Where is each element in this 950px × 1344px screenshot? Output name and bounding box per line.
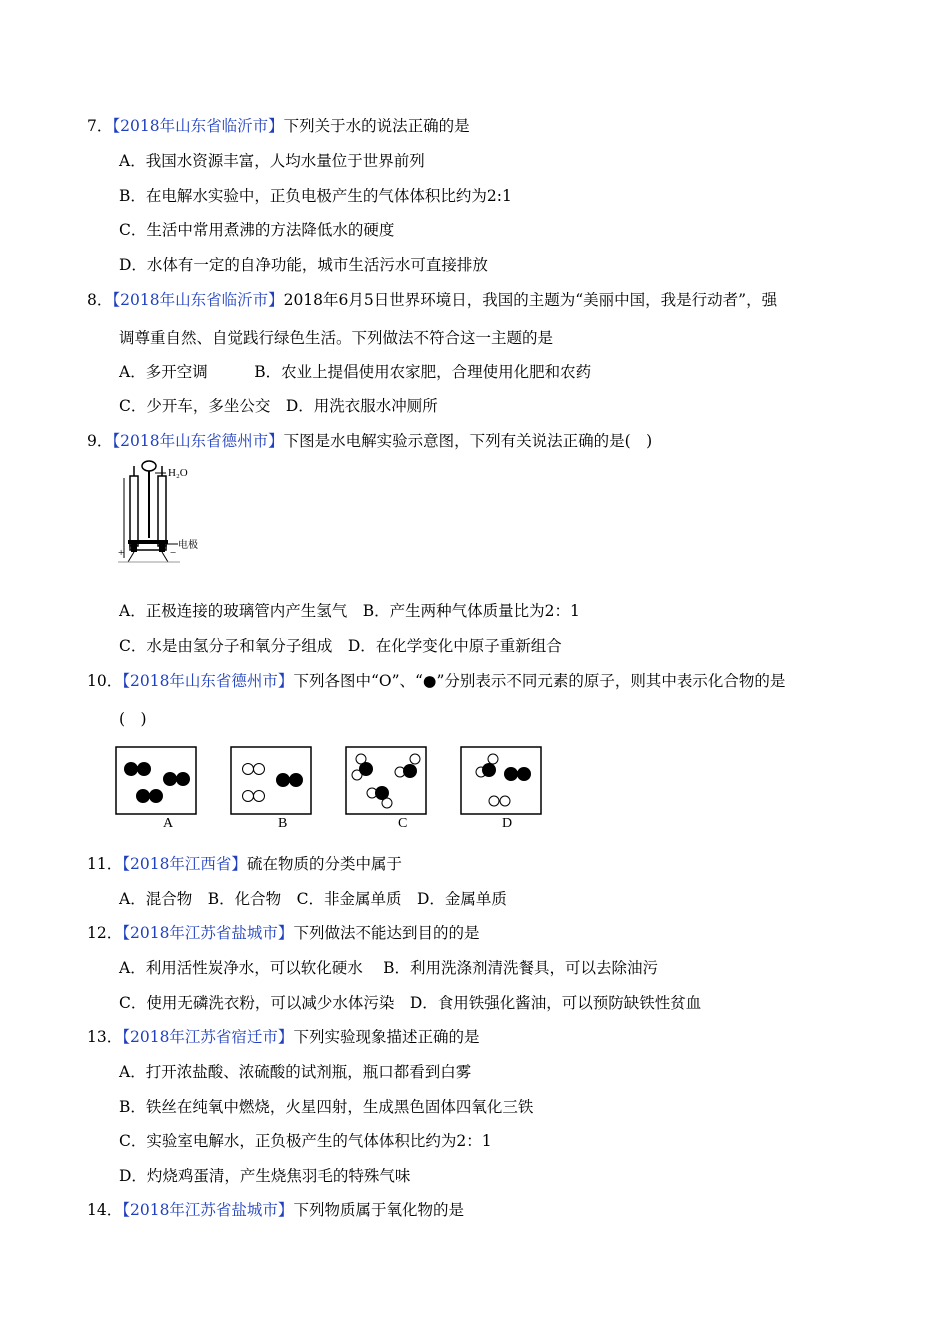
question-number: 7． — [87, 117, 113, 135]
question-source: 【2018年山东省临沂市】 — [112, 291, 284, 309]
question-stem: 2018年6月5日世界环境日，我国的主题为“美丽中国，我是行动者”，强 — [283, 291, 778, 309]
option: A．多开空调 B．农业上提倡使用农家肥，合理使用化肥和农药 — [119, 363, 592, 381]
question-source: 【2018年江苏省宿迁市】 — [122, 1028, 294, 1046]
option: D．水体有一定的自净功能，城市生活污水可直接排放 — [119, 256, 488, 274]
figure-label-plus: + — [118, 547, 125, 559]
question-7 — [87, 116, 470, 136]
option: A．我国水资源丰富，人均水量位于世界前列 — [119, 152, 425, 170]
question-stem: 下列实验现象描述正确的是 — [293, 1028, 480, 1046]
figure-label-c: C — [398, 816, 408, 831]
question-9 — [87, 431, 652, 451]
question-source: 【2018年江西省】 — [122, 855, 247, 873]
box-c — [346, 747, 426, 814]
option: C．少开车，多坐公交 D．用洗衣服水冲厕所 — [119, 397, 438, 415]
question-number: 12． — [87, 924, 123, 942]
question-number: 8． — [87, 291, 113, 309]
box-d — [461, 747, 541, 814]
question-number: 11． — [87, 855, 123, 873]
question-stem: 下列各图中“O”、“●”分别表示不同元素的原子，则其中表示化合物的是 — [293, 672, 786, 690]
question-10 — [87, 671, 785, 691]
box-b — [231, 747, 311, 814]
question-number: 14． — [87, 1201, 123, 1219]
question-8 — [87, 290, 777, 310]
option: B．铁丝在纯氧中燃烧，火星四射，生成黑色固体四氧化三铁 — [119, 1098, 534, 1116]
option: A．利用活性炭净水，可以软化硬水 B．利用洗涤剂清洗餐具，可以去除油污 — [119, 959, 659, 977]
question-source: 【2018年江苏省盐城市】 — [122, 924, 294, 942]
figure-label-electrode: 电极 — [178, 540, 198, 551]
question-source: 【2018年江苏省盐城市】 — [122, 1201, 294, 1219]
option: C．实验室电解水，正负极产生的气体体积比约为2：1 — [119, 1132, 492, 1150]
question-number: 9． — [87, 432, 113, 450]
question-source: 【2018年山东省德州市】 — [122, 672, 294, 690]
figure-label-d: D — [502, 816, 513, 831]
question-stem: 下列物质属于氧化物的是 — [293, 1201, 464, 1219]
option: D．灼烧鸡蛋清，产生烧焦羽毛的特殊气味 — [119, 1167, 411, 1185]
question-stem: 下图是水电解实验示意图，下列有关说法正确的是( ) — [283, 432, 653, 450]
question-12 — [87, 923, 479, 943]
box-a — [116, 747, 196, 814]
question-stem: 下列关于水的说法正确的是 — [283, 117, 470, 135]
figure-label-minus: − — [170, 547, 177, 559]
option: C．使用无磷洗衣粉，可以减少水体污染 D．食用铁强化酱油，可以预防缺铁性贫血 — [119, 994, 702, 1012]
question-source: 【2018年山东省德州市】 — [112, 432, 284, 450]
electrolysis-diagram — [114, 458, 214, 566]
option: B．在电解水实验中，正负电极产生的气体体积比约为2:1 — [119, 187, 512, 205]
question-number: 10． — [87, 672, 123, 690]
option: A．正极连接的玻璃管内产生氢气 B．产生两种气体质量比为2：1 — [119, 602, 580, 620]
option: C．水是由氢分子和氧分子组成 D．在化学变化中原子重新组合 — [119, 637, 562, 655]
question-14 — [87, 1200, 464, 1220]
option: C．生活中常用煮沸的方法降低水的硬度 — [119, 221, 395, 239]
question-13 — [87, 1027, 479, 1047]
molecule-figure — [114, 745, 544, 835]
question-11 — [87, 854, 402, 874]
option: A．混合物 B．化合物 C．非金属单质 D．金属单质 — [119, 890, 507, 908]
question-stem-continued: ( ) — [119, 710, 147, 728]
question-stem-continued: 调尊重自然、自觉践行绿色生活。下列做法不符合这一主题的是 — [119, 329, 554, 347]
option: A．打开浓盐酸、浓硫酸的试剂瓶，瓶口都看到白雾 — [119, 1063, 472, 1081]
figure-label-a: A — [163, 816, 174, 831]
figure-label-b: B — [278, 816, 288, 831]
question-stem: 下列做法不能达到目的的是 — [293, 924, 480, 942]
question-source: 【2018年山东省临沂市】 — [112, 117, 284, 135]
figure-label-h2o: H₂O — [168, 467, 188, 479]
question-stem: 硫在物质的分类中属于 — [246, 855, 402, 873]
question-number: 13． — [87, 1028, 123, 1046]
